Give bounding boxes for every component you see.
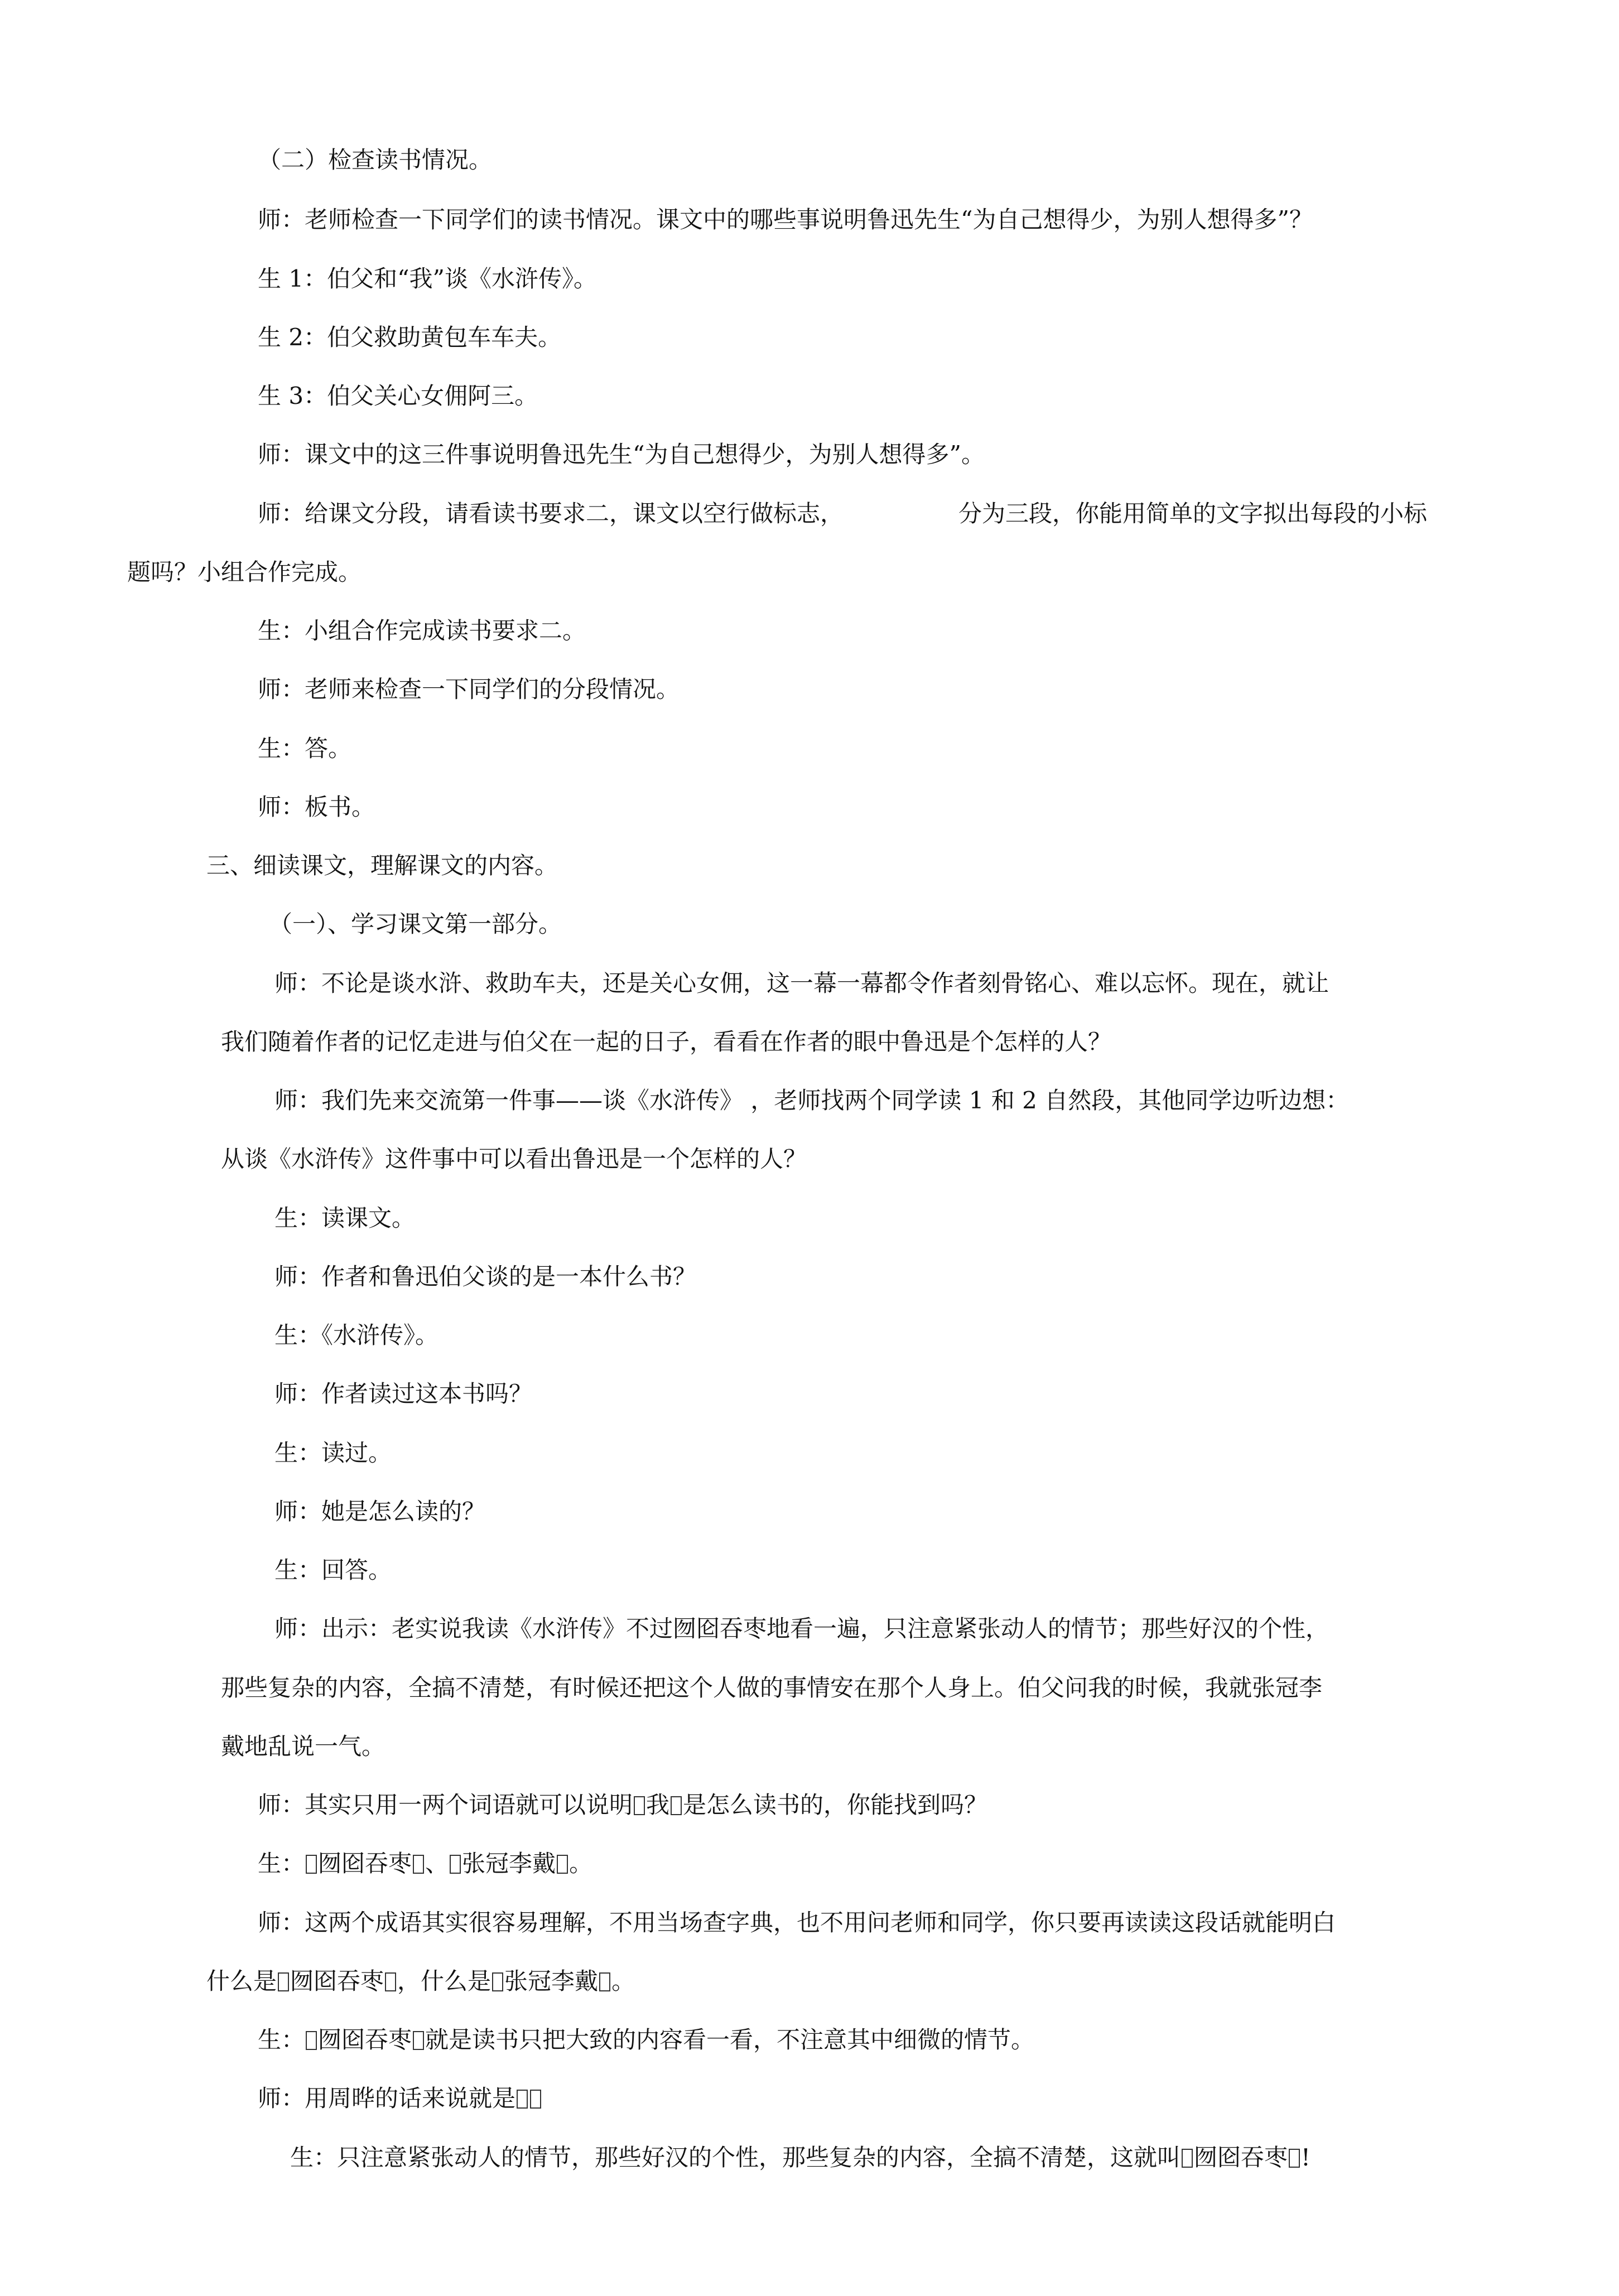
line-text: 囫囵吞枣 [318,2026,412,2053]
teacher-line-continued: 分为三段，你能用简单的文字拟出每段的小标 [958,500,1428,527]
line-text: 、 [425,1850,449,1877]
student-line: 生：读课文。 [274,1204,416,1232]
student-line: 生 3：伯父关心女佣阿三。 [258,382,538,409]
line-text: ，什么是 [397,1967,492,1995]
student-line [290,2141,1310,2174]
missing-glyph-icon [530,2090,541,2109]
student-line: 生：读过。 [274,1439,392,1467]
line-text: 师：其实只用一两个词语就可以说明 [258,1791,633,1819]
teacher-line-wrap: 那些复杂的内容，全搞不清楚，有时候还把这个人做的事情安在那个人身上。伯父问我的时候，我就张冠李 [221,1674,1323,1701]
missing-glyph-icon [557,1855,568,1874]
missing-glyph-icon [1289,2149,1300,2168]
student-line: 生：《水浒传》。 [274,1321,439,1349]
teacher-line: 师：老师来检查一下同学们的分段情况。 [258,676,680,703]
section-heading: 三、细读课文，理解课文的内容。 [206,852,558,879]
teacher-line: 师：作者读过这本书吗？ [274,1380,533,1407]
teacher-line: 师：我们先来交流第一件事——谈《水浒传》 ，老师找两个同学读 1 和 2 自然段，其他同学边听边想： [274,1087,1350,1114]
missing-glyph-icon [517,2090,528,2109]
line-text: 生：只注意紧张动人的情节，那些好汉的个性，那些复杂的内容，全搞不清楚，这就叫 [290,2144,1181,2171]
line-text: 就是读书只把大致的内容看一看，不注意其中细微的情节。 [425,2026,1035,2053]
line-text: 囫囵吞枣 [318,1850,412,1877]
teacher-line: 师：给课文分段，请看读书要求二，课文以空行做标志， [258,500,844,527]
missing-glyph-icon [492,1972,503,1991]
student-line [258,2023,1034,2057]
missing-glyph-icon [278,1972,289,1991]
teacher-line [258,2082,542,2115]
missing-glyph-icon [1182,2149,1193,2168]
missing-glyph-icon [413,1855,424,1874]
line-text: 我 [646,1791,670,1819]
line-text: 囫囵吞枣 [290,1967,384,1995]
teacher-line: 师：板书。 [258,793,375,821]
teacher-line-wrap: 题吗？小组合作完成。 [127,558,362,586]
line-text: 囫囵吞枣 [1194,2144,1288,2171]
teacher-line: 师：这两个成语其实很容易理解，不用当场查字典，也不用问老师和同学，你只要再读读这段话就能明白 [258,1909,1336,1936]
teacher-line [258,1788,987,1822]
student-line: 生：答。 [258,735,352,762]
teacher-line-wrap: 戴地乱说一气。 [221,1733,386,1760]
teacher-line: 师：课文中的这三件事说明鲁迅先生“为自己想得少，为别人想得多”。 [258,441,985,468]
teacher-line: 师：老师检查一下同学们的读书情况。课文中的哪些事说明鲁迅先生“为自己想得少，为别人想得多”？ [258,206,1313,233]
teacher-line: 师：作者和鲁迅伯父谈的是一本什么书？ [274,1263,697,1290]
line-text: 生： [258,1850,305,1877]
student-line: 生 2：伯父救助黄包车车夫。 [258,324,562,351]
section-heading: （二）检查读书情况。 [258,146,493,173]
student-line: 生：回答。 [274,1556,392,1584]
student-line: 生 1：伯父和“我”谈《水浒传》。 [258,265,598,292]
teacher-line: 师：她是怎么读的？ [274,1498,486,1525]
missing-glyph-icon [306,1855,317,1874]
line-text: 。 [611,1967,635,1995]
teacher-line-wrap: 从谈《水浒传》这件事中可以看出鲁迅是一个怎样的人？ [221,1145,807,1173]
line-text: 师：用周晔的话来说就是 [258,2085,516,2112]
line-text: 张冠李戴 [462,1850,556,1877]
teacher-line-wrap: 我们随着作者的记忆走进与伯父在一起的日子，看看在作者的眼中鲁迅是个怎样的人？ [221,1028,1112,1055]
missing-glyph-icon [306,2031,317,2050]
line-text: 张冠李戴 [504,1967,599,1995]
line-text: 什么是 [206,1967,277,1995]
missing-glyph-icon [385,1972,396,1991]
missing-glyph-icon [599,1972,610,1991]
teacher-line: 师：出示：老实说我读《水浒传》不过囫囵吞枣地看一遍，只注意紧张动人的情节；那些好汉的个性， [274,1615,1329,1642]
missing-glyph-icon [671,1796,682,1815]
subsection-heading: （一）、学习课文第一部分。 [269,910,562,938]
student-line: 生：小组合作完成读书要求二。 [258,617,586,644]
teacher-line: 师：不论是谈水浒、救助车夫，还是关心女佣，这一幕一幕都令作者刻骨铭心、难以忘怀。现在，就让 [274,969,1329,997]
student-line [258,1847,592,1880]
teacher-line-wrap [206,1965,635,1998]
line-text: 生： [258,2026,305,2053]
line-text: 。 [569,1850,593,1877]
missing-glyph-icon [634,1796,645,1815]
line-text: ! [1301,2144,1310,2171]
missing-glyph-icon [413,2031,424,2050]
line-text: 是怎么读书的，你能找到吗？ [683,1791,988,1819]
missing-glyph-icon [450,1855,461,1874]
